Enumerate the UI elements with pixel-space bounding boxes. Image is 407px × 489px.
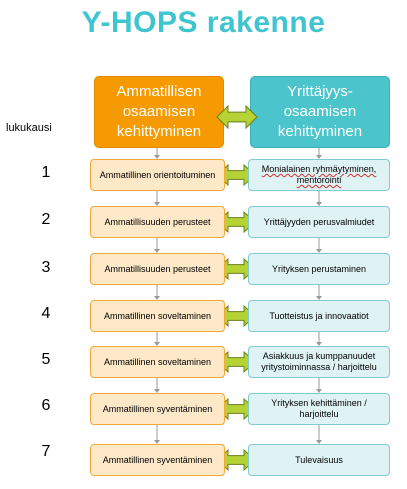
entrepreneurship-step: Yrityksen kehittäminen / harjoittelu <box>248 393 390 425</box>
vocational-step: Ammatillinen soveltaminen <box>90 346 225 378</box>
semester-label: lukukausi <box>6 122 52 134</box>
semester-number: 2 <box>41 211 51 228</box>
entrepreneurship-step-text: Monialainen ryhmäytyminen, mentorointi <box>261 164 377 185</box>
entrepreneurship-step: Asiakkuus ja kumppanuudet yritystoiminnassa / harjoittelu <box>248 346 390 378</box>
semester-number: 7 <box>41 443 51 460</box>
semester-number: 4 <box>41 305 51 322</box>
page-title: Y-HOPS rakenne <box>81 6 326 39</box>
semester-number: 3 <box>41 259 51 276</box>
vocational-step: Ammatillisuuden perusteet <box>90 206 225 238</box>
entrepreneurship-step: Tulevaisuus <box>248 444 390 476</box>
semester-number: 6 <box>41 397 51 414</box>
semester-number: 1 <box>41 164 51 181</box>
entrepreneurship-step: Yrityksen perustaminen <box>248 253 390 285</box>
entrepreneurship-step: Yrittäjyyden perusvalmiudet <box>248 206 390 238</box>
entrepreneurship-step <box>248 159 390 191</box>
vocational-step: Ammatillisuuden perusteet <box>90 253 225 285</box>
vocational-step: Ammatillinen orientoituminen <box>90 159 225 191</box>
vocational-step: Ammatillinen syventäminen <box>90 393 225 425</box>
entrepreneurship-header: Yrittäjyys-osaamisen kehittyminen <box>250 76 390 148</box>
vocational-step: Ammatillinen syventäminen <box>90 444 225 476</box>
vocational-step: Ammatillinen soveltaminen <box>90 300 225 332</box>
semester-number: 5 <box>41 351 51 368</box>
vocational-header: Ammatillisen osaamisen kehittyminen <box>94 76 224 148</box>
header-double-arrow <box>217 106 257 128</box>
entrepreneurship-step: Tuotteistus ja innovaatiot <box>248 300 390 332</box>
